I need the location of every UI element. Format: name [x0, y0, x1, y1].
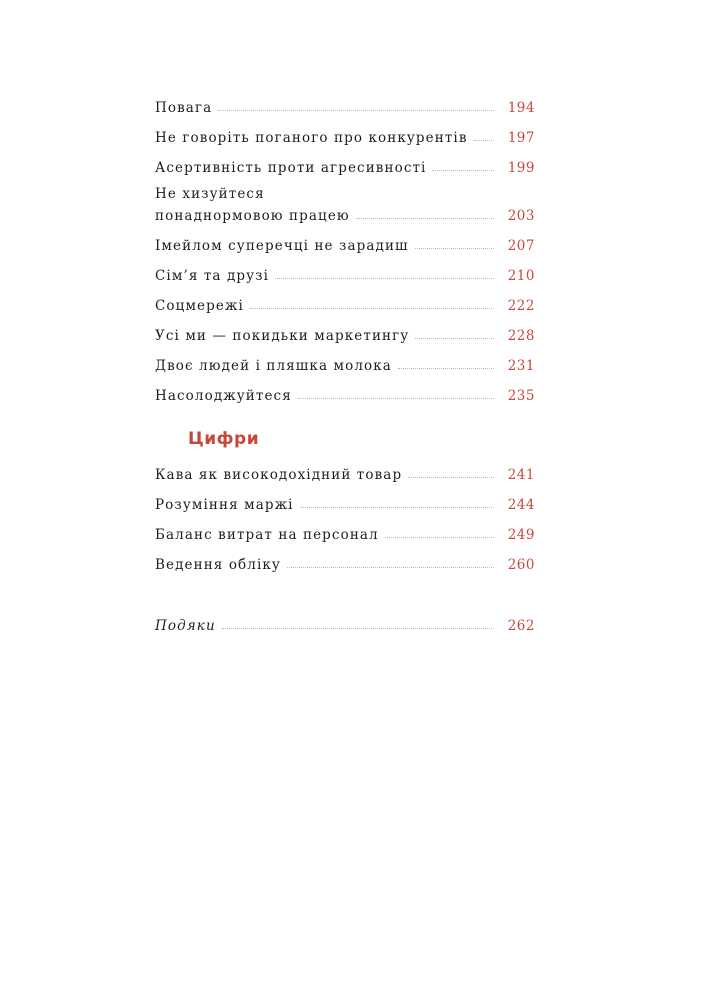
- dot-leader: [298, 398, 494, 399]
- toc-entry-page: 262: [507, 618, 535, 634]
- section-heading: Цифри: [188, 429, 260, 449]
- toc-entry-page: 199: [507, 160, 535, 176]
- toc-entry-page: 244: [507, 497, 535, 513]
- toc-entry-title: Повага: [155, 100, 213, 116]
- toc-entry[interactable]: [155, 382, 535, 404]
- dot-leader: [218, 110, 493, 111]
- toc-entry-title-line1: Не хизуйтеся: [155, 186, 265, 202]
- toc-entry[interactable]: [155, 461, 535, 483]
- toc-entry-title: Кава як високодохідний товар: [155, 467, 403, 483]
- toc-entry[interactable]: [155, 202, 535, 224]
- toc-entry-title: Двоє людей і пляшка молока: [155, 358, 392, 374]
- dot-leader: [415, 338, 493, 339]
- toc-entry-page: 203: [507, 208, 535, 224]
- toc-entry-acknowledgements[interactable]: [155, 612, 535, 634]
- dot-leader: [222, 628, 494, 629]
- toc-entry-page: 231: [507, 358, 535, 374]
- dot-leader: [398, 368, 494, 369]
- toc-entry[interactable]: [155, 232, 535, 254]
- dot-leader: [415, 248, 494, 249]
- toc-entry[interactable]: [155, 154, 535, 176]
- dot-leader: [432, 170, 493, 171]
- toc-entry-page: 194: [507, 100, 535, 116]
- toc-entry[interactable]: [155, 124, 535, 146]
- toc-entry-title: Розуміння маржі: [155, 497, 294, 513]
- dot-leader: [356, 218, 494, 219]
- dot-leader: [385, 537, 494, 538]
- dot-leader: [300, 507, 494, 508]
- toc-entry-title: Баланс витрат на персонал: [155, 527, 379, 543]
- toc-entry-title: Подяки: [155, 618, 216, 634]
- toc-entry[interactable]: [155, 322, 535, 344]
- toc-entry-title: Імейлом суперечці не зарадиш: [155, 238, 409, 254]
- toc-entry[interactable]: [155, 292, 535, 314]
- toc-entry-page: 197: [507, 130, 535, 146]
- dot-leader: [250, 308, 494, 309]
- toc-entry-title: понаднормовою працею: [155, 208, 350, 224]
- toc-entry-page: 222: [507, 298, 535, 314]
- toc-entry-page: 235: [507, 388, 535, 404]
- toc-entry-page: 241: [507, 467, 535, 483]
- toc-entry[interactable]: [155, 491, 535, 513]
- toc-entry-page: 249: [507, 527, 535, 543]
- toc-entry-page: 228: [507, 328, 535, 344]
- toc-entry-title: Сім’я та друзі: [155, 268, 270, 284]
- dot-leader: [287, 567, 494, 568]
- toc-entry-title: Усі ми — покидьки маркетингу: [155, 328, 410, 344]
- toc-entry[interactable]: [155, 352, 535, 374]
- toc-entry-title: Насолоджуйтеся: [155, 388, 292, 404]
- toc-entry[interactable]: [155, 521, 535, 543]
- dot-leader: [408, 477, 494, 478]
- toc-entry-title: Соцмережі: [155, 298, 244, 314]
- toc-entry[interactable]: [155, 94, 535, 116]
- dot-leader: [474, 140, 494, 141]
- toc-entry-page: 260: [507, 557, 535, 573]
- toc-entry[interactable]: [155, 262, 535, 284]
- toc-entry-title: Не говоріть поганого про конкурентів: [155, 130, 468, 146]
- toc-entry-title: Асертивність проти агресивності: [155, 160, 427, 176]
- dot-leader: [275, 278, 494, 279]
- toc-entry[interactable]: [155, 551, 535, 573]
- toc-entry-page: 210: [507, 268, 535, 284]
- toc-entry-page: 207: [507, 238, 535, 254]
- toc-entry-title: Ведення обліку: [155, 557, 281, 573]
